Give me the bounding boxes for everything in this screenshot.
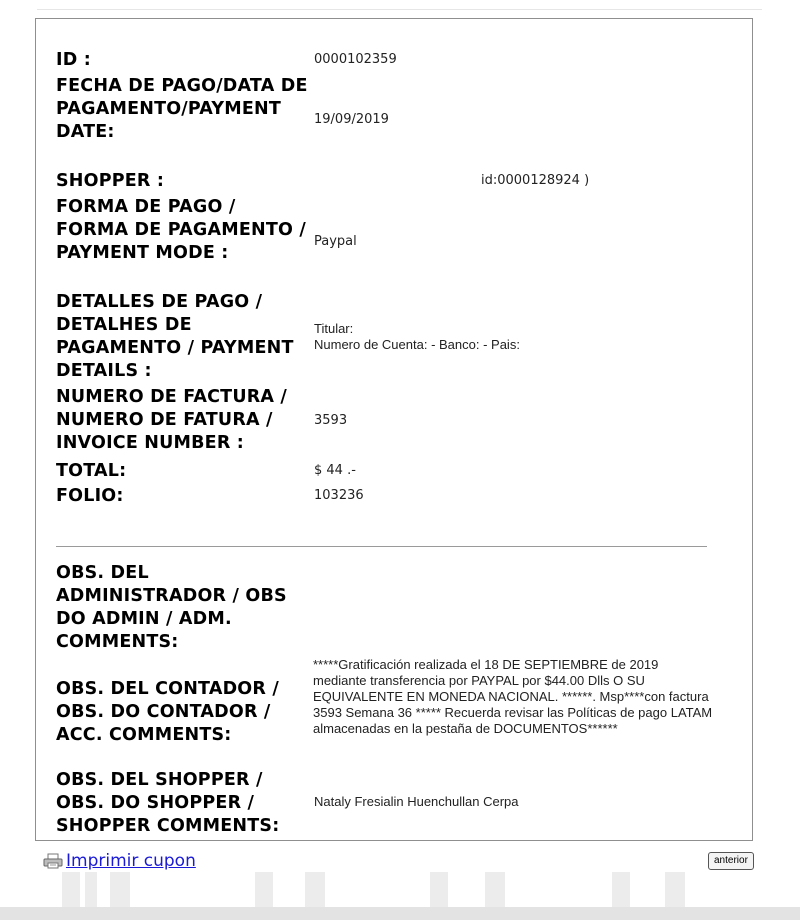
background-decoration: [485, 872, 505, 907]
field-folio-value: 103236: [314, 488, 364, 503]
field-payment-details-label: DETALLES DE PAGO / DETALHES DE PAGAMENTO / PAYMENT DETAILS :: [56, 292, 294, 381]
bottom-bar: [0, 907, 800, 920]
comment-accountant-value: *****Gratificación realizada el 18 DE SEPTIEMBRE de 2019 mediante transferencia por PAYPAL por $44.00 Dlls O SU EQUIVALENTE EN MONEDA NACIONAL. ******. Msp****con factura 3593 Semana 36 ***** Recuerda revisar las Políticas de pago LATAM almacenadas en la pestaña de DOCUMENTOS******: [313, 657, 713, 736]
comment-accountant-label: OBS. DEL CONTADOR / OBS. DO CONTADOR / ACC. COMMENTS:: [56, 679, 279, 745]
background-decoration: [255, 872, 273, 907]
background-decoration: [305, 872, 325, 907]
comment-shopper-label: OBS. DEL SHOPPER / OBS. DO SHOPPER / SHOPPER COMMENTS:: [56, 770, 280, 836]
background-decoration: [62, 872, 80, 907]
background-decoration: [110, 872, 130, 907]
field-payment-details-line1: Titular:: [314, 321, 354, 336]
field-total-label: TOTAL:: [56, 461, 127, 481]
field-payment-mode-value: Paypal: [314, 234, 357, 249]
field-payment-date-label: FECHA DE PAGO/DATA DE PAGAMENTO/PAYMENT DATE:: [56, 76, 308, 142]
comment-admin-label: OBS. DEL ADMINISTRADOR / OBS DO ADMIN / ADM. COMMENTS:: [56, 563, 287, 652]
field-folio-label: FOLIO:: [56, 486, 124, 506]
print-coupon-label: Imprimir cupon: [66, 851, 196, 871]
field-total-value: $ 44 .-: [314, 463, 356, 478]
field-id-value: 0000102359: [314, 52, 397, 67]
anterior-button[interactable]: anterior: [708, 852, 754, 870]
field-payment-mode-label: FORMA DE PAGO / FORMA DE PAGAMENTO / PAYMENT MODE :: [56, 197, 306, 263]
background-decoration: [612, 872, 630, 907]
payment-coupon-card: [35, 18, 753, 841]
print-coupon-link[interactable]: [43, 851, 196, 871]
top-divider: [37, 9, 762, 10]
background-decoration: [430, 872, 448, 907]
section-divider: [56, 546, 707, 547]
field-id-label: ID :: [56, 50, 91, 70]
field-invoice-number-label: NUMERO DE FACTURA / NUMERO DE FATURA / INVOICE NUMBER :: [56, 387, 288, 453]
background-decoration: [665, 872, 685, 907]
field-invoice-number-value: 3593: [314, 413, 348, 428]
field-shopper-label: SHOPPER :: [56, 171, 165, 191]
comment-shopper-value: Nataly Fresialin Huenchullan Cerpa: [314, 794, 519, 809]
field-payment-date-value: 19/09/2019: [314, 112, 389, 127]
background-decoration: [85, 872, 97, 907]
field-shopper-value: id:0000128924 ): [481, 173, 590, 188]
printer-icon: [43, 853, 63, 869]
field-payment-details-line2: Numero de Cuenta: - Banco: - Pais:: [314, 337, 520, 352]
